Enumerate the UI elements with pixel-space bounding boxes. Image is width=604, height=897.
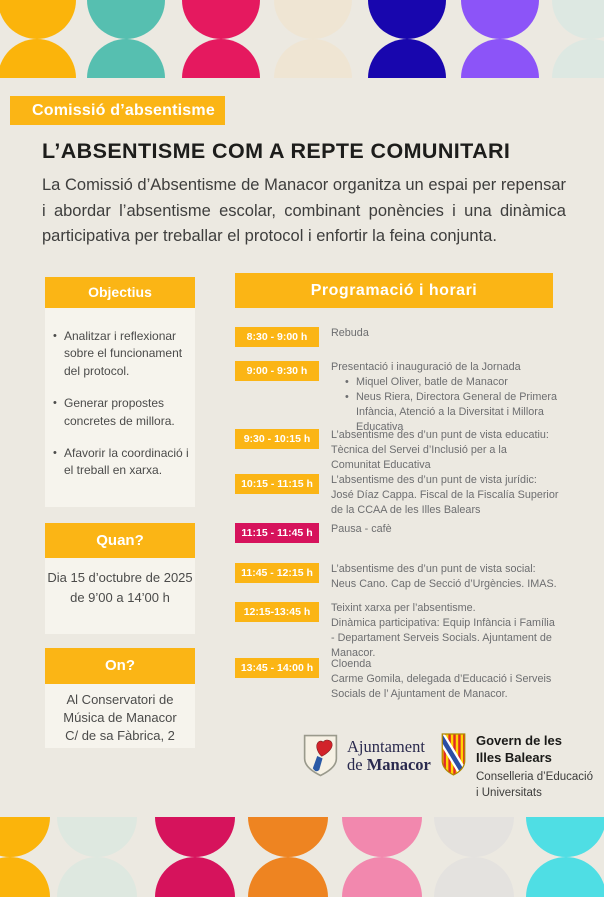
bullet-dot-icon: • xyxy=(53,397,57,410)
hourglass-shape xyxy=(434,817,514,897)
manacor-logo-line2: de Manacor xyxy=(347,754,431,774)
quan-heading: Quan? xyxy=(45,523,195,558)
schedule-description xyxy=(331,657,559,702)
hourglass-shape xyxy=(182,0,260,78)
objective-text: Afavorir la coordinació i el treball en xarxa. xyxy=(64,445,189,478)
bullet-dot-icon: • xyxy=(345,375,349,388)
quan-card xyxy=(45,558,195,634)
objective-item xyxy=(53,328,189,380)
schedule-description-line: L’absentisme des d’un punt de vista social: Neus Cano. Cap de Secció d’Urgències. IMAS. xyxy=(331,563,557,590)
bullet-dot-icon: • xyxy=(345,390,349,403)
govern-logo-bold-line2: Illes Balears xyxy=(476,749,552,765)
time-badge: 8:30 - 9:00 h xyxy=(235,327,319,347)
hourglass-shape xyxy=(552,0,604,78)
govern-logo-text xyxy=(476,733,593,801)
quan-line: de 9’00 a 14’00 h xyxy=(70,589,170,605)
objective-item xyxy=(53,395,189,430)
schedule-description xyxy=(331,360,559,434)
objective-text: Generar propostes concretes de millora. xyxy=(64,396,175,428)
time-badge: 12:15-13:45 h xyxy=(235,602,319,622)
commission-tag: Comissió d’absentisme xyxy=(10,96,225,125)
speaker-text: Neus Riera, Directora General de Primera Infància, Atenció a la Diversitat i Millora Educativa xyxy=(356,390,558,433)
on-heading: On? xyxy=(45,648,195,684)
on-card xyxy=(45,684,195,748)
bottom-decor-band xyxy=(0,817,604,897)
quan-line: Dia 15 d’octubre de 2025 xyxy=(47,570,193,585)
on-line: Al Conservatori de Música de Manacor xyxy=(63,692,177,726)
time-badge: 11:45 - 12:15 h xyxy=(235,563,319,583)
on-line: C/ de sa Fàbrica, 2 xyxy=(65,728,175,744)
time-badge: 9:00 - 9:30 h xyxy=(235,361,319,381)
hourglass-shape xyxy=(0,817,50,897)
objectius-card xyxy=(45,308,195,507)
hourglass-shape xyxy=(155,817,235,897)
schedule-description xyxy=(331,326,559,341)
speaker-item xyxy=(331,375,559,390)
time-badge: 11:15 - 11:45 h xyxy=(235,523,319,543)
schedule-description xyxy=(331,522,559,537)
poster-intro: La Comissió d’Absentisme de Manacor organitza un espai per repensar i abordar l’absentisme escolar, combinant ponències i una dinàmica participativa per treballar el protocol i enfortir la feina conjunta. xyxy=(42,176,566,246)
hourglass-shape xyxy=(461,0,539,78)
govern-crest-icon xyxy=(441,733,466,776)
govern-logo-bold-line1: Govern de les xyxy=(476,733,562,748)
govern-illes-balears-logo xyxy=(441,733,593,801)
hourglass-shape xyxy=(248,817,328,897)
hourglass-shape xyxy=(87,0,165,78)
govern-logo-reg-line1: Conselleria d’Educació xyxy=(476,771,593,784)
poster-title: L’ABSENTISME COM A REPTE COMUNITARI xyxy=(42,139,511,163)
schedule-description-line: L’absentisme des d’un punt de vista jurídic: José Díaz Cappa. Fiscal de la Fiscalía Superior de la CCAA de les Illes Balears xyxy=(331,474,559,516)
hourglass-shape xyxy=(368,0,446,78)
govern-logo-reg-line2: i Universitats xyxy=(476,786,542,799)
time-badge: 13:45 - 14:00 h xyxy=(235,658,319,678)
objectius-heading: Objectius xyxy=(45,277,195,308)
hourglass-shape xyxy=(526,817,604,897)
top-decor-band xyxy=(0,0,604,78)
hourglass-shape xyxy=(57,817,137,897)
hourglass-shape xyxy=(342,817,422,897)
manacor-logo-text xyxy=(347,738,431,774)
schedule-heading: Programació i horari xyxy=(235,273,553,308)
hourglass-shape xyxy=(0,0,76,78)
time-badge: 9:30 - 10:15 h xyxy=(235,429,319,449)
schedule-description-line: Carme Gomila, delegada d’Educació i Serveis Socials de l’ Ajuntament de Manacor. xyxy=(331,672,552,700)
bullet-dot-icon: • xyxy=(53,330,57,342)
schedule-description xyxy=(331,428,559,473)
schedule-description xyxy=(331,562,559,592)
schedule-description-line: Rebuda xyxy=(331,327,369,339)
manacor-crest-icon xyxy=(303,734,338,777)
time-badge: 10:15 - 11:15 h xyxy=(235,474,319,494)
hourglass-shape xyxy=(274,0,352,78)
schedule-description-line: Teixint xarxa per l’absentisme. xyxy=(331,602,476,614)
schedule-description-line: Dinàmica participativa: Equip Infància i Família - Departament Serveis Socials. Ajuntament de Manacor. xyxy=(331,616,555,659)
manacor-logo-line1: Ajuntament xyxy=(347,736,425,756)
speaker-text: Miquel Oliver, batle de Manacor xyxy=(356,375,508,388)
schedule-description-line: Cloenda xyxy=(331,658,372,670)
objective-text: Analitzar i reflexionar sobre el funcionament del protocol. xyxy=(64,329,183,378)
schedule-description-line: Pausa - cafè xyxy=(331,523,392,535)
schedule-description-line: Presentació i inauguració de la Jornada xyxy=(331,361,521,373)
ajuntament-manacor-logo xyxy=(303,734,431,777)
objective-item xyxy=(53,445,189,480)
bullet-dot-icon: • xyxy=(53,446,57,459)
schedule-description xyxy=(331,601,559,661)
schedule-description xyxy=(331,473,559,518)
schedule-description-line: L’absentisme des d’un punt de vista educatiu: Tècnica del Servei d’Inclusió per a la Comunitat Educativa xyxy=(331,429,549,471)
